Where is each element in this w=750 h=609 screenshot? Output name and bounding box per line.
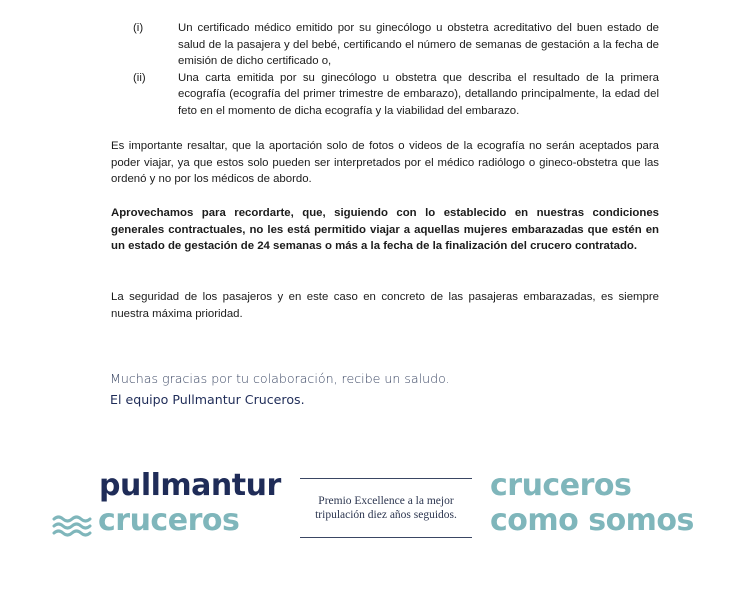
award-box <box>300 478 472 538</box>
safety-statement: La seguridad de los pasajeros y en este caso en concreto de las pasajeras embarazadas, es siempre nuestra máxima prioridad. <box>111 291 659 320</box>
logo-wordmark-pullmantur: pullmantur <box>99 468 281 503</box>
waves-icon <box>52 514 92 538</box>
thanks-line: Muchas gracias por tu colaboración, recibe un saludo. <box>110 371 450 386</box>
ultrasound-notice: Es importante resaltar, que la aportación solo de fotos o videos de la ecografía no serán aceptados para poder viajar, ya que estos solo pueden ser interpretados por el médico radiólogo o gineco-obstetra que las ordenó y no por los médicos de abordo. <box>111 140 659 186</box>
award-line: Premio Excellence a la mejor <box>318 495 454 507</box>
slogan-line-2: como somos <box>490 503 694 538</box>
gestation-policy: Aprovechamos para recordarte, que, siguiendo con lo establecido en nuestras condiciones generales contractuales, no les está permitido viajar a aquellas mujeres embarazadas que estén en un estado de gestación de 24 semanas o más a la fecha de la finalización del crucero contratado. <box>111 207 659 253</box>
list-item <box>111 70 659 120</box>
award-line: tripulación diez años seguidos. <box>315 509 457 521</box>
signature-line: El equipo Pullmantur Cruceros. <box>110 392 305 407</box>
requirements-list <box>111 20 659 120</box>
award-text <box>300 494 472 522</box>
item-number: (i) <box>133 22 144 34</box>
logo-wordmark-cruceros: cruceros <box>98 503 240 538</box>
item-text: Una carta emitida por su ginecólogo u obstetra que describa el resultado de la primera ecografía (ecografía del primer trimestre de embarazo), detallando principalmente, la edad del feto en el momento de dicha ecografía y la viabilidad del embarazo. <box>178 71 659 117</box>
list-item <box>111 20 659 70</box>
slogan-line-1: cruceros <box>490 468 632 503</box>
item-text: Un certificado médico emitido por su ginecólogo u obstetra acreditativo del buen estado de salud de la pasajera y del bebé, certificando el número de semanas de gestación a la fecha de emisión de dicho certificado o, <box>178 22 659 68</box>
item-number: (ii) <box>133 71 146 84</box>
